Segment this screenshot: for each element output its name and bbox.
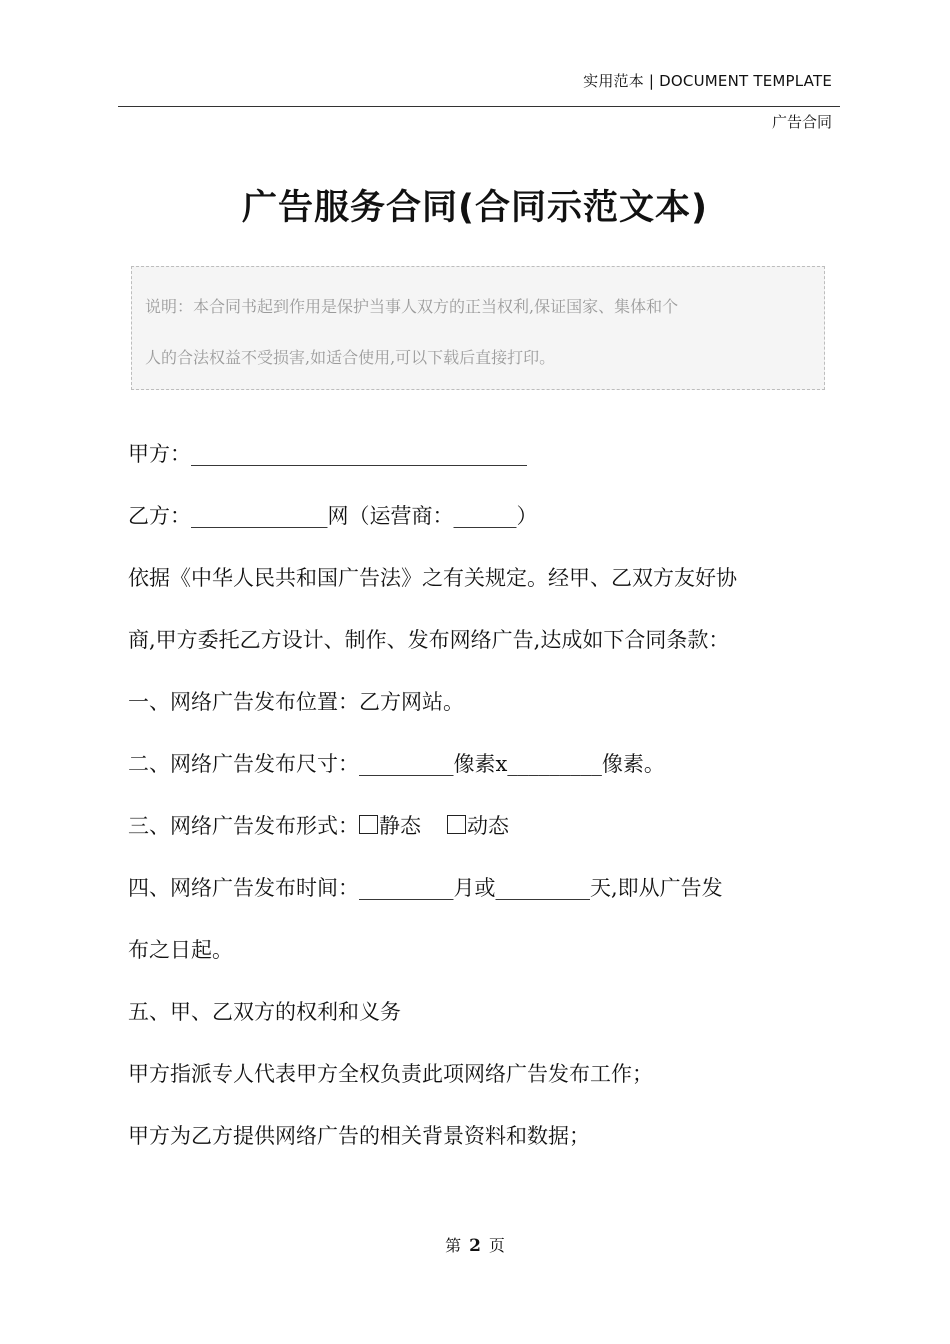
static-checkbox[interactable]	[359, 815, 378, 834]
footer-prefix: 第	[445, 1236, 462, 1255]
party-b-line: 乙方：_____________网（运营商：______）	[128, 504, 538, 528]
clause-2: 二、网络广告发布尺寸：_________像素x_________像素。	[128, 752, 665, 776]
note-line-1: 说明：本合同书起到作用是保护当事人双方的正当权利,保证国家、集体和个	[145, 297, 679, 316]
header-category: 广告合同	[771, 113, 832, 131]
contract-body	[128, 423, 838, 1167]
duty-line-2: 甲方为乙方提供网络广告的相关背景资料和数据；	[128, 1124, 590, 1148]
clause-5: 五、甲、乙双方的权利和义务	[128, 1000, 401, 1024]
header-divider	[118, 106, 840, 107]
header-brand: 实用范本 | DOCUMENT TEMPLATE	[583, 72, 832, 90]
party-a-line: 甲方：________________________________	[128, 442, 527, 466]
footer-suffix: 页	[488, 1236, 505, 1255]
clause-4-line-2: 布之日起。	[128, 938, 233, 962]
clause-3	[128, 795, 838, 857]
duty-line-1: 甲方指派专人代表甲方全权负责此项网络广告发布工作；	[128, 1062, 653, 1086]
page-footer	[0, 1233, 950, 1256]
clause-3-label: 三、网络广告发布形式：	[128, 814, 359, 838]
dynamic-option-label: 动态	[467, 814, 509, 838]
dynamic-checkbox[interactable]	[447, 815, 466, 834]
page-number: 2	[469, 1236, 481, 1256]
note-box	[131, 266, 825, 390]
static-option-label: 静态	[379, 814, 421, 838]
note-line-2: 人的合法权益不受损害,如适合使用,可以下载后直接打印。	[145, 348, 556, 367]
clause-1: 一、网络广告发布位置：乙方网站。	[128, 690, 464, 714]
intro-line-1: 依据《中华人民共和国广告法》之有关规定。经甲、乙双方友好协	[128, 566, 737, 590]
clause-4-line-1: 四、网络广告发布时间：_________月或_________天,即从广告发	[128, 876, 723, 900]
intro-line-2: 商,甲方委托乙方设计、制作、发布网络广告,达成如下合同条款：	[128, 628, 730, 652]
document-title: 广告服务合同(合同示范文本)	[242, 188, 708, 228]
